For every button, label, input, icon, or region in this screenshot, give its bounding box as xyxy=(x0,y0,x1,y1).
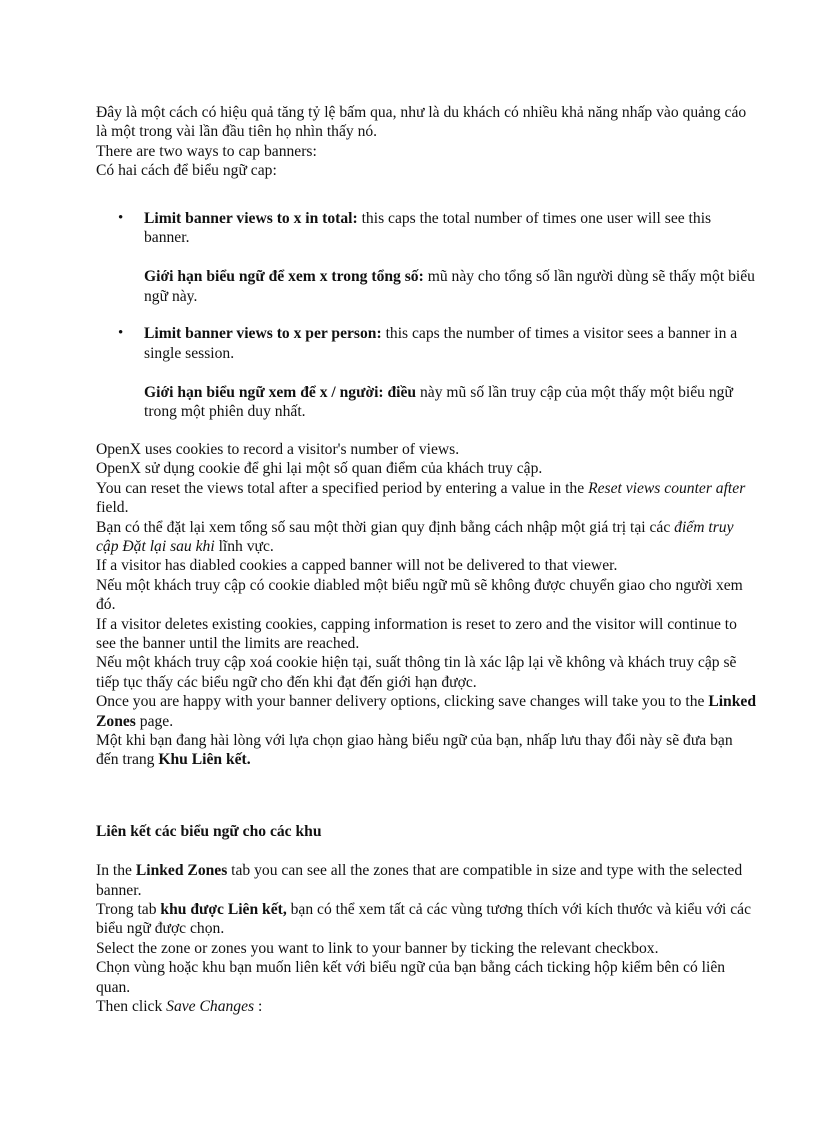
disabled-cookies-en: If a visitor has diabled cookies a capped banner will not be delivered to that viewer. xyxy=(96,557,618,575)
list-item xyxy=(96,324,756,422)
reset-vi-end: lĩnh vực. xyxy=(214,537,274,555)
bullet-vi-term: Giới hạn biểu ngữ để xem x trong tổng số: xyxy=(144,268,424,286)
bullet-vi-desc: mũ này cho tổng số lần người dùng sẽ thấy một biểu ngữ này. xyxy=(144,268,755,305)
linked-zones-term-vi: Khu Liên kết. xyxy=(158,751,251,769)
intro-ways-vi: Có hai cách để biểu ngữ cap: xyxy=(96,162,277,180)
select-zone-en: Select the zone or zones you want to link to your banner by ticking the relevant checkbox. xyxy=(96,939,659,957)
bullet-vi-term: Giới hạn biểu ngữ xem để x / người: điều xyxy=(144,384,417,402)
bullet-vi-text xyxy=(144,383,756,422)
deleted-cookies-vi: Nếu một khách truy cập xoá cookie hiện tại, suất thông tin là xác lập lại về không và khách truy cập sẽ tiếp tục thấy các biểu ngữ cho đến khi đạt đến giới hạn được. xyxy=(96,654,737,691)
bullet-en-text xyxy=(144,324,756,363)
save-changes-vi xyxy=(96,731,756,770)
then-click xyxy=(96,997,756,1016)
linked-zones-tab-term-vi: khu được Liên kết, xyxy=(160,901,287,918)
bullet-vi-desc: này mũ số lần truy cập của một thấy một biểu ngữ trong một phiên duy nhất. xyxy=(144,384,733,421)
cookies-vi: OpenX sử dụng cookie để ghi lại một số quan điểm của khách truy cập. xyxy=(96,460,543,478)
intro-paragraph-vi: Đây là một cách có hiệu quả tăng tỷ lệ bấm qua, như là du khách có nhiều khả năng nhấp vào quảng cáo là một trong vài lần đầu tiên họ nhìn thấy nó. xyxy=(96,104,747,141)
save-changes-en-text: Once you are happy with your banner delivery options, clicking save changes will take you to the xyxy=(96,693,709,711)
reset-en-text: You can reset the views total after a specified period by entering a value in the xyxy=(96,479,589,497)
then-click-text: Then click xyxy=(96,998,167,1016)
save-changes-en xyxy=(96,692,756,731)
bullet-en-desc: this caps the number of times a visitor sees a banner in a single session. xyxy=(144,325,738,362)
section-body xyxy=(96,861,756,1016)
linked-zones-vi xyxy=(96,900,756,939)
linked-zones-en-c: tab you can see all the zones that are compatible in size and type with the selected banner. xyxy=(96,862,743,899)
list-item xyxy=(96,209,756,307)
save-changes-term: Save Changes xyxy=(166,998,255,1016)
save-changes-vi-text: Một khi bạn đang hài lòng với lựa chọn giao hàng biểu ngữ của bạn, nhấp lưu thay đổi này sẽ đưa bạn đến trang xyxy=(96,731,733,769)
linked-zones-tab-term: Linked Zones xyxy=(135,862,228,880)
bullet-vi-text xyxy=(144,267,756,306)
bullet-en-term: Limit banner views to x per person: xyxy=(144,325,382,343)
reset-vi xyxy=(96,518,756,557)
bullet-en-text xyxy=(144,209,756,248)
linked-zones-vi-c: bạn có thể xem tất cả các vùng tương thích với kích thước và kiểu với các biểu ngữ được chọn. xyxy=(96,901,751,938)
then-click-end: : xyxy=(254,998,263,1016)
reset-field-name: Reset views counter after xyxy=(588,479,746,497)
linked-zones-en xyxy=(96,861,756,900)
linked-zones-vi-a: Trong tab xyxy=(96,901,161,918)
reset-field-name-vi: điểm truy cập Đặt lại sau khi xyxy=(96,518,734,555)
reset-en xyxy=(96,479,756,518)
cookies-en: OpenX uses cookies to record a visitor's number of views. xyxy=(96,440,460,458)
intro-ways-en: There are two ways to cap banners: xyxy=(96,142,317,160)
bullet-en-term: Limit banner views to x in total: xyxy=(144,209,358,227)
cap-methods-list xyxy=(96,209,756,422)
section-heading: Liên kết các biểu ngữ cho các khu xyxy=(96,822,322,840)
body-text xyxy=(96,440,756,770)
linked-zones-en-a: In the xyxy=(96,862,136,880)
reset-vi-text: Bạn có thể đặt lại xem tổng số sau một thời gian quy định bằng cách nhập một giá trị tại các xyxy=(96,518,675,536)
linked-zones-term: Linked Zones xyxy=(96,693,757,730)
bullet-en-desc: this caps the total number of times one user will see this banner. xyxy=(144,209,712,247)
reset-en-end: field. xyxy=(96,499,129,517)
select-zone-vi: Chọn vùng hoặc khu bạn muốn liên kết với biểu ngữ của bạn bằng cách ticking hộp kiểm bên có liên quan. xyxy=(96,959,726,996)
deleted-cookies-en: If a visitor deletes existing cookies, capping information is reset to zero and the visitor will continue to see the banner until the limits are reached. xyxy=(96,615,737,652)
disabled-cookies-vi: Nếu một khách truy cập có cookie diabled một biểu ngữ mũ sẽ không được chuyển giao cho người xem đó. xyxy=(96,576,743,614)
save-changes-en-end: page. xyxy=(135,712,174,730)
